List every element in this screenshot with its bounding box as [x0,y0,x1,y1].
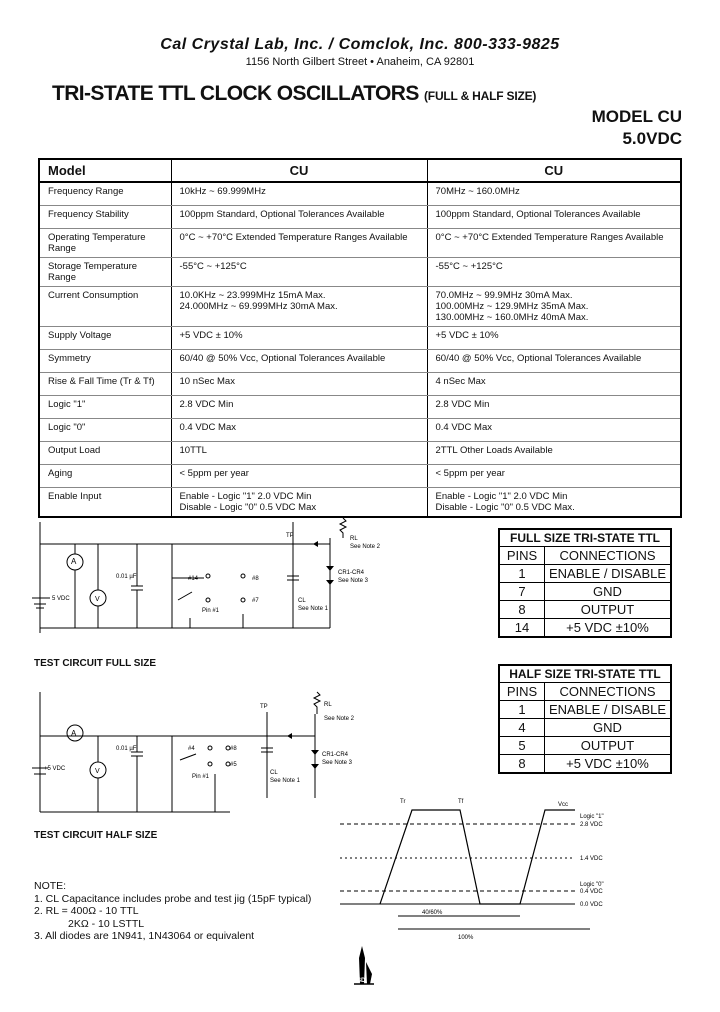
spec-header-row [39,159,681,182]
pin1-label: Pin #1 [202,608,220,614]
spec-param: Frequency Range [39,182,171,206]
spec-value-line: 4 nSec Max [435,376,486,387]
spec-value-high [427,396,681,419]
cap-label-half: 0.01 µF [116,746,137,752]
pins-full-col-conn: CONNECTIONS [545,547,672,565]
spec-value-line: 100ppm Standard, Optional Tolerances Available [179,209,385,220]
pin-connection: OUTPUT [545,601,672,619]
cap-label: 0.01 µF [116,574,137,580]
spec-value-line: 0.4 VDC Max [179,422,236,433]
note-2b: 2KΩ - 10 LSTTL [68,917,145,930]
pins-full-col-pins: PINS [499,547,545,565]
spec-value-high [427,488,681,518]
pins-half-table [498,664,672,774]
spec-row [39,419,681,442]
spec-value-high [427,182,681,206]
spec-value-line: 60/40 @ 50% Vcc, Optional Tolerances Available [435,353,642,364]
test-circuit-half-diagram [30,688,370,828]
spec-value-line: 100ppm Standard, Optional Tolerances Available [435,209,641,220]
pin8-label: #8 [252,576,259,582]
model-voltage: 5.0VDC [622,129,682,148]
spec-value-low [171,229,427,258]
note-3: 3. All diodes are 1N941, 1N43064 or equivalent [34,930,255,942]
spec-value-line: 10 nSec Max [179,376,235,387]
cl-note-half: See Note 1 [270,778,301,784]
spec-value-line: 70MHz ~ 160.0MHz [435,186,520,197]
spec-row [39,373,681,396]
caption-full: TEST CIRCUIT FULL SIZE [34,658,157,669]
wave-sym-label: 40/60% [422,910,443,916]
model-block [592,106,682,150]
pin-connection: +5 VDC ±10% [545,619,672,638]
pin-row [499,583,671,601]
spec-value-line: < 5ppm per year [179,468,249,479]
spec-value-low [171,182,427,206]
wave-logic0-label: Logic "0" [580,882,604,888]
spec-value-line: 60/40 @ 50% Vcc, Optional Tolerances Available [179,353,386,364]
spec-value-line: 10kHz ~ 69.999MHz [179,186,266,197]
wave-v14-label: 1.4 VDC [580,856,603,862]
pin-row [499,619,671,638]
spec-value-low [171,442,427,465]
spec-param: Supply Voltage [39,327,171,350]
diodes-label: CR1-CR4 [338,570,365,576]
caption-half: TEST CIRCUIT HALF SIZE [34,830,158,841]
company-name: Cal Crystal Lab, Inc. / Comclok, Inc. 800-333-9825 [160,36,560,53]
wave-logic1-label: Logic "1" [580,814,604,820]
pin-row [499,565,671,583]
spec-value-line: 24.000MHz ~ 69.999MHz 30mA Max. [179,301,338,312]
ammeter-label-half: A [71,729,77,738]
spec-value-low [171,206,427,229]
spec-value-line: +5 VDC ± 10% [179,330,243,341]
spec-value-high [427,442,681,465]
spec-value-high [427,206,681,229]
rl-note-half: See Note 2 [324,716,355,722]
spec-row [39,465,681,488]
spec-value-low [171,419,427,442]
spec-row [39,442,681,465]
spec-value-line: 70.0MHz ~ 99.9MHz 30mA Max. [435,290,573,301]
pin-row [499,755,671,774]
spec-row [39,229,681,258]
supply-label: 5 VDC [52,596,70,602]
spec-param: Enable Input [39,488,171,518]
pin-number: 14 [499,619,545,638]
spec-row [39,287,681,327]
pin-connection: GND [545,719,672,737]
spec-value-high [427,465,681,488]
waveform-diagram [340,794,620,944]
pin1-label-half: Pin #1 [192,774,210,780]
spec-value-line: 2.8 VDC Min [435,399,490,410]
spec-value-high [427,287,681,327]
spec-param: Output Load [39,442,171,465]
voltmeter-label-half: V [95,768,100,775]
wave-v28-label: 2.8 VDC [580,822,603,828]
spec-param: Symmetry [39,350,171,373]
spec-value-high [427,373,681,396]
pin-connection: GND [545,583,672,601]
diodes-note: See Note 3 [338,578,369,584]
note-1: 1. CL Capacitance includes probe and test jig (15pF typical) [34,892,312,905]
spec-value-high [427,229,681,258]
spec-value-low [171,350,427,373]
spec-value-line: 0°C ~ +70°C Extended Temperature Ranges Available [435,232,664,243]
spec-value-high [427,350,681,373]
spec-value-line: Disable - Logic "0" 0.5 VDC Max. [435,502,575,513]
pins-full-table [498,528,672,638]
spec-value-line: 100.00MHz ~ 129.9MHz 35mA Max. [435,301,589,312]
cl-label: CL [298,598,306,604]
spec-param: Rise & Fall Time (Tr & Tf) [39,373,171,396]
pin4-label-half: #4 [188,746,195,752]
rl-label-half: RL [324,702,332,708]
spec-value-line: Disable - Logic "0" 0.5 VDC Max [179,502,317,513]
cl-label-half: CL [270,770,278,776]
spec-value-low [171,373,427,396]
spec-param: Aging [39,465,171,488]
spec-value-line: 0°C ~ +70°C Extended Temperature Ranges Available [179,232,408,243]
company-logo-mark [352,944,376,988]
spec-value-line: Enable - Logic "1" 2.0 VDC Min [179,491,312,502]
wave-v04-label: 0.4 VDC [580,889,603,895]
wave-v00-label: 0.0 VDC [580,902,603,908]
spec-header-cu-low: CU [171,159,427,182]
spec-value-line: 10TTL [179,445,207,456]
pin7-label: #7 [252,598,259,604]
cl-note: See Note 1 [298,606,329,612]
pin14-label: #14 [188,576,199,582]
spec-value-line: 2TTL Other Loads Available [435,445,553,456]
spec-param: Frequency Stability [39,206,171,229]
voltmeter-label: V [95,596,100,603]
diodes-label-half: CR1-CR4 [322,752,349,758]
spec-body [39,182,681,517]
tp-label-half: TP [260,704,268,710]
spec-header-model: Model [39,159,171,182]
test-circuit-full-diagram [30,518,381,648]
spec-value-line: Enable - Logic "1" 2.0 VDC Min [435,491,568,502]
pins-half-title: HALF SIZE TRI-STATE TTL [499,665,671,683]
spec-value-low [171,465,427,488]
title-main: TRI-STATE TTL CLOCK OSCILLATORS [52,82,419,105]
pin-number: 7 [499,583,545,601]
spec-value-low [171,258,427,287]
notes-block [34,880,311,943]
spec-value-high [427,419,681,442]
spec-value-low [171,287,427,327]
pin-connection: ENABLE / DISABLE [545,565,672,583]
pin-number: 8 [499,755,545,774]
spec-row [39,206,681,229]
notes-heading: NOTE: [34,880,67,892]
spec-row [39,488,681,518]
page-title [52,82,536,106]
wave-tf-label: Tf [458,799,464,805]
spec-param: Logic "1" [39,396,171,419]
rl-note: See Note 2 [350,544,381,550]
pin-row [499,737,671,755]
diodes-note-half: See Note 3 [322,760,353,766]
pin-number: 1 [499,565,545,583]
spec-row [39,350,681,373]
spec-value-high [427,258,681,287]
spec-table [38,158,682,518]
spec-value-line: 0.4 VDC Max [435,422,492,433]
spec-row [39,327,681,350]
pin-connection: OUTPUT [545,737,672,755]
spec-value-line: 10.0KHz ~ 23.999MHz 15mA Max. [179,290,326,301]
wave-period-label: 100% [458,935,474,941]
logo-text: SD [357,978,366,984]
spec-value-line: -55°C ~ +125°C [435,261,503,272]
pin-connection: ENABLE / DISABLE [545,701,672,719]
tp-label: TP [286,533,294,539]
pin-number: 5 [499,737,545,755]
pin-row [499,601,671,619]
spec-value-line: < 5ppm per year [435,468,505,479]
company-address: 1156 North Gilbert Street • Anaheim, CA 92801 [245,56,475,68]
spec-value-low [171,488,427,518]
pin-number: 1 [499,701,545,719]
spec-header-cu-high: CU [427,159,681,182]
spec-param: Logic "0" [39,419,171,442]
pin-row [499,701,671,719]
pins-half-col-pins: PINS [499,683,545,701]
spec-param: Operating Temperature Range [39,229,171,258]
ammeter-label: A [71,557,77,566]
pin8-label-half: #8 [230,746,237,752]
pins-full-title: FULL SIZE TRI-STATE TTL [499,529,671,547]
rl-label: RL [350,536,358,542]
spec-value-high [427,327,681,350]
spec-row [39,182,681,206]
spec-value-line: -55°C ~ +125°C [179,261,247,272]
spec-value-low [171,327,427,350]
wave-vcc-label: Vcc [558,802,569,808]
wave-tr-label: Tr [400,799,406,805]
spec-value-line: +5 VDC ± 10% [435,330,499,341]
spec-row [39,396,681,419]
supply-label-half: +5 VDC [44,766,66,772]
note-2: 2. RL = 400Ω - 10 TTL [34,905,139,917]
spec-param: Storage Temperature Range [39,258,171,287]
pin-number: 4 [499,719,545,737]
pin-connection: +5 VDC ±10% [545,755,672,774]
spec-row [39,258,681,287]
pin-number: 8 [499,601,545,619]
spec-param: Current Consumption [39,287,171,327]
title-sub: (FULL & HALF SIZE) [424,89,537,103]
model-name: MODEL CU [591,107,682,126]
spec-value-line: 130.00MHz ~ 160.0MHz 40mA Max. [435,312,589,323]
pin5-label-half: #5 [230,762,237,768]
spec-value-low [171,396,427,419]
pin-row [499,719,671,737]
pins-half-col-conn: CONNECTIONS [545,683,672,701]
spec-value-line: 2.8 VDC Min [179,399,234,410]
